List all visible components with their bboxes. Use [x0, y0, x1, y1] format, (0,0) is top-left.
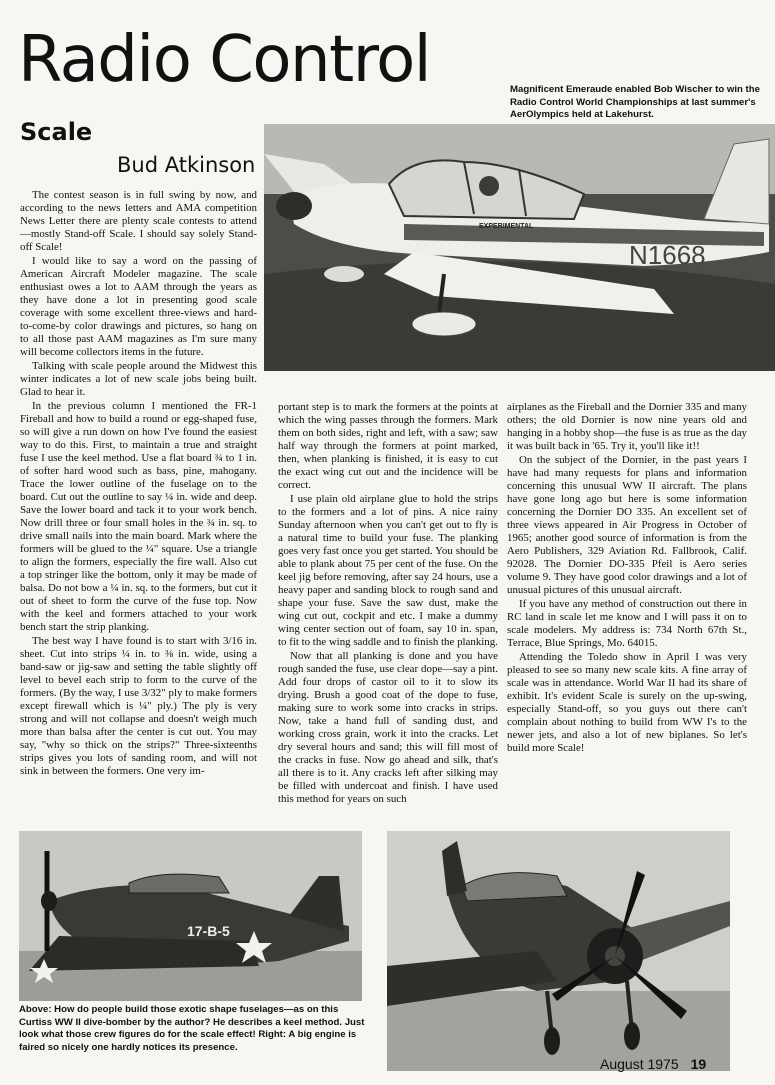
article-paragraph: If you have any method of construction out there in RC land in scale let me know and I will pass it on to scale modelers. My address is: 734 North 67th St., Terrace, Blue Springs, Mo. 64015.	[507, 598, 747, 649]
dive-bomber-photo	[19, 831, 362, 1001]
dive-bomber-illustration	[19, 831, 362, 1001]
article-paragraph: The best way I have found is to start with 3/16 in. sheet. Cut into strips ¼ in. to ⅜ in. wide, using a band-saw or jig-saw and setting the table slightly off level to bevel each strip to form to the curve of the formers. (By the way, I use 3/32" ply to make formers except firewall which is ¼" ply.) The ply is very strong and will not collapse and doesn't weigh much more than balsa after the center is cut out. You may say, "why so thick on the strips?" Three-sixteenths strips gives you lots of sanding room, and will not sink in between the formers. One very im-	[20, 635, 257, 777]
article-paragraph: On the subject of the Dornier, in the past years I have had many requests for plans and information concerning this unusual WW II aircraft. The plans have gone long ago but here is some information concerning the Dornier DO 335. An excellent set of three views appeared in Air Progress in October of 1965; another good source of information is from the Aero Publishers, 329 Aviation Rd. Fallbrook, Calif. 92028. The Dornier DO-335 Pfeil is Aero series volume 9. They have good color drawings and a lot of unusual pictures of this unusual aircraft.	[507, 454, 747, 596]
article-paragraph: The contest season is in full swing by now, and according to the news letters and AMA competition News Letter there are plenty scale contests to attend—mostly Stand-off Scale. I should say solely Stand-off Scale!	[20, 189, 257, 253]
article-paragraph: Attending the Toledo show in April I was very pleased to see so many new scale kits. A fine array of scale was in attendance. World War II had its share of exhibit. It's evident Scale is surely on the up-swing, especially Stand-off, so you guys out there can't complain about nothing to build from WW I's to the newer jets, and also a lot of new biplanes. So let's build more Scale!	[507, 651, 747, 754]
issue-date: August 1975	[600, 1056, 679, 1072]
article-paragraph: airplanes as the Fireball and the Dornier 335 and many others; the old Dornier is now nine years old and hanging in a hobby shop—the fuse is as true as the day it was built back in '65. Try it, you'll like it!!	[507, 401, 747, 452]
article-paragraph: In the previous column I mentioned the FR-1 Fireball and how to build a round or egg-shaped fuse, so will give a run down on how I've found the easiest way to do this. First, to maintain a true and straight fuse I use the keel method. Use a flat board ¾ to 1 in. of softer hard wood such as bass, pine, mahogany. Trace the lower outline of the fuselage on to the board. Cut out the outline to say ¼ in. wide and deep. Save the lower board and tack it to your work bench. Now drill three or four small holes in the ¾ in. sq. to drive small nails into the main board. Mark where the formers will be glued to the ¼" square. Use a triangle to align the formers, especially the fire wall. Also cut a top stringer like the bottom, only it may be made of balsa. Do not bow a ¼ in. sq. to the formers, but cut it out of sheet to form the curve of the fuse top. Now with the keel and formers attached to your work bench start the strip planking.	[20, 400, 257, 633]
page-footer	[600, 1056, 706, 1072]
column-title: Radio Control	[18, 23, 431, 97]
emeraude-photo	[264, 124, 775, 371]
aircraft-code-marking: 17-B-5	[187, 923, 230, 939]
fuselage-lettering: EXPERIMENTAL	[479, 223, 534, 230]
top-photo-caption: Magnificent Emeraude enabled Bob Wischer to win the Radio Control World Championships at last summer's AerOlympics held at Lakehurst.	[510, 84, 760, 120]
article-paragraph: I would like to say a word on the passing of American Aircraft Modeler magazine. The scale enthusiast owes a lot to AAM through the years as they have done a lot in presenting good scale coverage with some excellent three-views and hard-to-come-by color drawings and pictures, so hang on to all those past AAM magazines as I'm sure many will become collectors items in the future.	[20, 255, 257, 358]
article-column-2	[20, 400, 257, 832]
article-paragraph: portant step is to mark the formers at the points at which the wing passes through the formers. Mark them on both sides, right and left, with a saw; saw half way through the formers at point marked, then, when planking is finished, it is easy to cut the exact wing cut out and the incidence will be correct.	[278, 401, 498, 491]
article-column-3	[278, 401, 498, 823]
bottom-photos-caption: Above: How do people build those exotic shape fuselages—as on this Curtiss WW II dive-bomber by the author? He describes a keel method. Just look what those crew figures do for the scale effect! Right: A big engine is faired so nicely one hardly notices its presence.	[19, 1004, 365, 1053]
registration-marking: N1668	[629, 240, 706, 270]
article-paragraph: Talking with scale people around the Midwest this winter indicates a lot of new scale jobs being built. Glad to hear it.	[20, 360, 257, 398]
emeraude-illustration	[264, 124, 775, 371]
column-subtitle: Scale	[20, 118, 93, 146]
article-column-4	[507, 401, 747, 823]
engine-fairing-photo	[387, 831, 730, 1071]
engine-fairing-illustration	[387, 831, 730, 1071]
article-paragraph: Now that all planking is done and you have rough sanded the fuse, use clear dope—say a pint. Add four drops of castor oil to it to slow its drying. Brush a good coat of the dope to fuse, making sure to work some into cracks in strips. Now, take a hand full of sanding dust, and working cross grain, work it into the cracks. Let dry several hours and sand; this will fill most of the cracks in fuse. Now go ahead and silk, that's all there is to it. Any cracks left after silking may be filled with undercoat and finish. I have used this method for years on such	[278, 650, 498, 805]
article-paragraph: I use plain old airplane glue to hold the strips to the formers and a lot of pins. A nice rainy Sunday afternoon when you can't get out to fly is a natural time to build your fuse. The planking goes very fast once you get started. You should be able to plank about 75 per cent of the fuse. On the keel jig before removing, after say 24 hours, use a heavy paper and sanding block to rough sand and shape your fuse. Save the saw dust, make the wing cut out, cockpit and etc. I make a dummy wing center section out of foam, say 10 in. span, to fit to the wing saddle and to finish the planking.	[278, 493, 498, 648]
author-byline: Bud Atkinson	[117, 153, 256, 177]
page-number: 19	[690, 1056, 707, 1072]
